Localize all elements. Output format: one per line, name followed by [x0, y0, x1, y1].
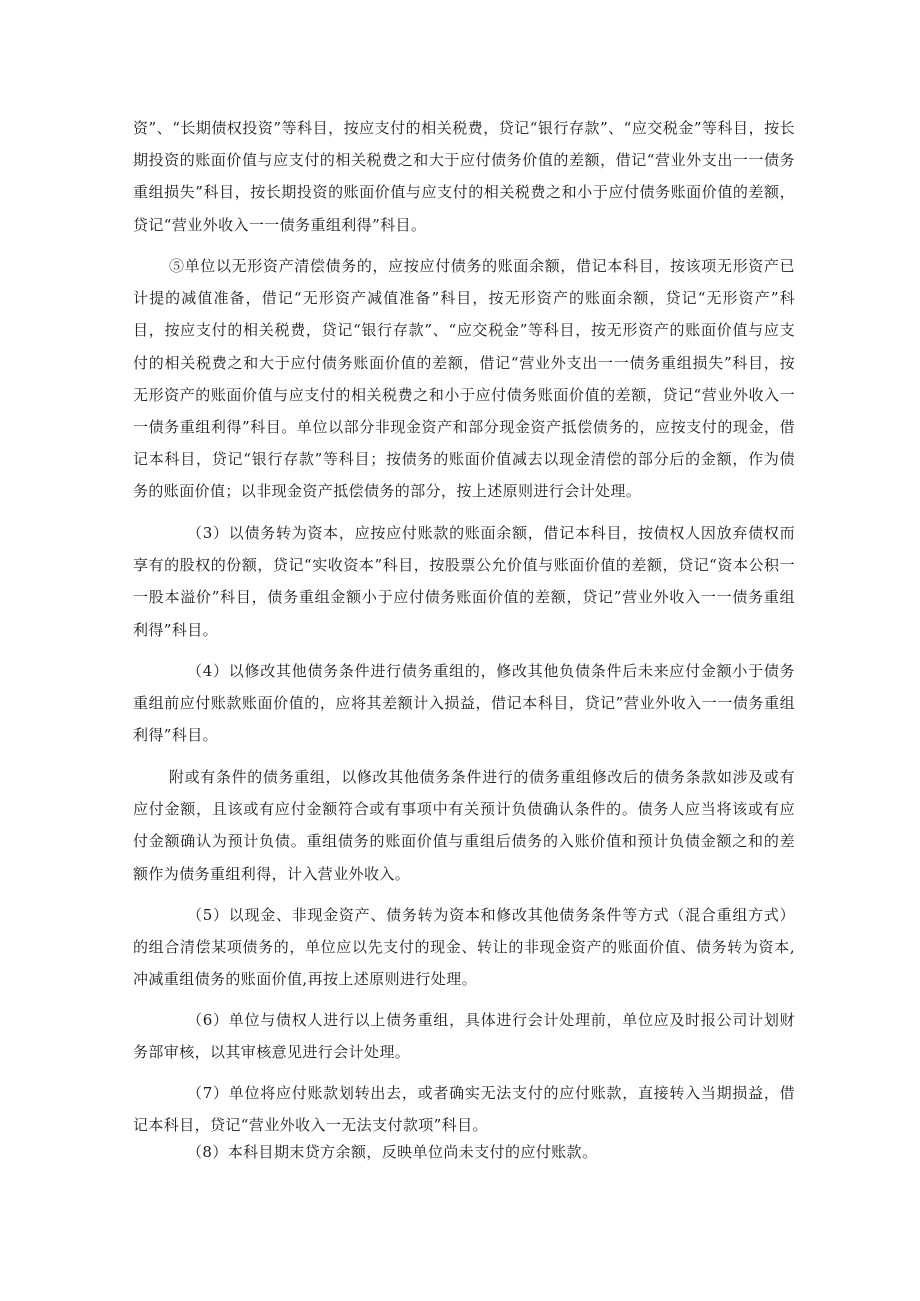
paragraph-ending-balance: （8）本科目期末贷方余额，反映单位尚未支付的应付账款。	[187, 1143, 598, 1161]
paragraph-debt-to-capital: （3）以债务转为资本，应按应付账款的账面余额，借记本科目，按债权人因放弃债权而享有的股权的份额，贷记“实收资本”科目，按股票公允价值与账面价值的差额，贷记“资本公积一一股本溢价”科目，债务重组金额小于应付债务账面价值的差额，贷记”营业外收入一一债务重组利得”科目。	[133, 524, 795, 639]
paragraph-mixed-restructuring: （5）以现金、非现金资产、债务转为资本和修改其他债务条件等方式（混合重组方式）的组合清偿某项债务的，单位应以先支付的现金、转让的非现金资产的账面价值、债务转为资本,冲减重组债务的账面价值,再按上述原则进行处理。	[133, 906, 795, 989]
paragraph-contingent-debt: 附或有条件的债务重组，以修改其他债务条件进行的债务重组修改后的债务条款如涉及或有应付金额，且该或有应付金额符合或有事项中有关预计负债确认条件的。债务人应当将该或有应付金额确认为预计负债。重组债务的账面价值与重组后债务的入账价值和预计负债金额之和的差额作为债务重组利得，计入营业外收入。	[133, 768, 795, 883]
paragraph-modify-debt-terms: （4）以修改其他债务条件进行债务重组的，修改其他负债条件后未来应付金额小于债务重组前应付账款账面价值的，应将其差额计入损益，借记本科目，贷记”营业外收入一一债务重组利得”科目。	[133, 662, 795, 745]
paragraph-intangible-assets: ⑤单位以无形资产清偿债务的，应按应付债务的账面余额，借记本科目，按该项无形资产已计提的减值准备，借记“无形资产减值准备”科目，按无形资产的账面余额，贷记“无形资产”科目，按应支付的相关税费，贷记“银行存款”、“应交税金”等科目，按无形资产的账面价值与应支付的相关税费之和大于应付债务账面价值的差额，借记“营业外支出一一债务重组损失”科目，按无形资产的账面价值与应支付的相关税费之和小于应付债务账面价值的差额，贷记“营业外收入一一债务重组利得”科目。单位以部分非现金资产和部分现金资产抵偿债务的，应按支付的现金，借记本科目，贷记“银行存款”等科目；按债务的账面价值减去以现金清偿的部分后的金额，作为债务的账面价值；以非现金资产抵偿债务的部分，按上述原则进行会计处理。	[133, 257, 795, 501]
paragraph-long-term-investment: 资”、“长期债权投资”等科目，按应支付的相关税费，贷记“银行存款”、“应交税金”等科目，按长期投资的账面价值与应支付的相关税费之和大于应付债务价值的差额，借记“营业外支出一一债务重组损失”科目，按长期投资的账面价值与应支付的相关税费之和小于应付债务账面价值的差额，贷记“营业外收入一一债务重组利得”科目。	[133, 119, 795, 234]
paragraph-unpayable-accounts: （7）单位将应付账款划转出去，或者确实无法支付的应付账款，直接转入当期损益，借记本科目，贷记“营业外收入一无法支付款项”科目。	[133, 1084, 795, 1135]
paragraph-approval: （6）单位与债权人进行以上债务重组，具体进行会计处理前，单位应及时报公司计划财务部审核，以其审核意见进行会计处理。	[133, 1011, 795, 1062]
